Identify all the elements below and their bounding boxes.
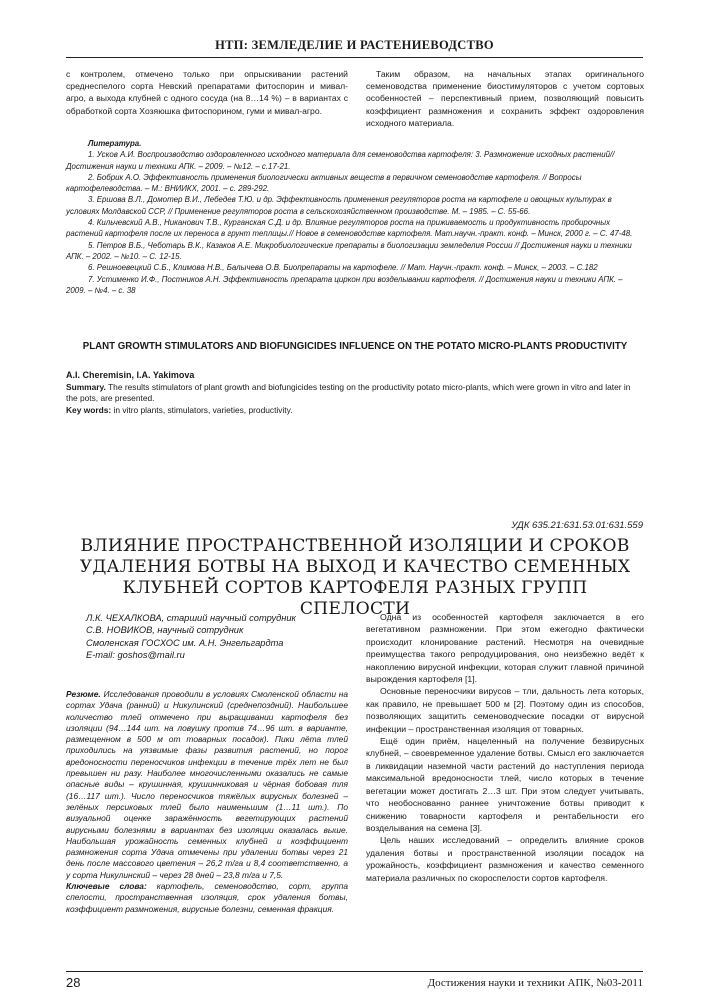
reference-item: 7. Устименко И.Ф., Постников А.Н. Эффективность препарата циркон при возделывании картофеля. // Достижения науки и техники АПК. – 2009. – №4. – с. 38: [66, 274, 623, 295]
article-authors: [86, 612, 296, 661]
reference-item: 3. Ершова В.Л., Домотер В.И., Лебедев Т.Ю. и др. Эффективность применения регуляторов роста на картофеле и овощных культурах в условиях Молдавской ССР, // Применение регуляторов роста в сельскохозяйственном производстве. М. – 1985. – С. 55-66.: [66, 195, 612, 216]
english-authors: A.I. Cheremisin, I.A. Yakimova: [66, 370, 195, 380]
prev-article-conclusion-right: Таким образом, на начальных этапах оригинального семеноводства применение биостимуляторов с учетом сортовых особенностей – перспективный прием, позволяющий повысить коэффициент размножения и сохранить эффект оздоровления исходного материала.: [366, 69, 644, 128]
footer-rule: [66, 971, 643, 972]
keywords-text: картофель, семеноводство, сорт, группа спелости, пространственная изоляция, срок удаления ботвы, коэффициент размножения, вирусные болезни, семенная фракция.: [66, 881, 348, 914]
udk-code: УДК 635.21:631.53.01:631.559: [511, 520, 643, 531]
prev-article-left-column: [66, 68, 348, 117]
keywords-label: Ключевые слова:: [66, 881, 147, 892]
english-summary-text: The results stimulators of plant growth and biofungicides testing on the productivity potato micro-plants, which were grown in vitro and later in the pots, are presented.: [66, 382, 631, 404]
english-keywords-label: Key words:: [66, 404, 112, 415]
english-summary-label: Summary.: [66, 382, 106, 392]
abstract-label: Резюме.: [66, 689, 101, 699]
header-rule: [66, 57, 643, 58]
reference-item: 2. Бобрик А.О. Эффективность применения биологически активных веществ в первичном семеноводстве картофеля. // Вопросы картофелеводства. – М.: ВНИИКХ, 2001. – с. 289-292.: [66, 172, 582, 194]
reference-item: 6. Решноевецкий С.Б., Климова Н.В., Балычева О.В. Биопрепараты на картофеле. // Мат. Научн.-практ. конф. – Минск, – 2003. – С.182: [88, 263, 598, 273]
reference-item: 5. Петров В.Б., Чеботарь В.К., Казаков А.Е. Микробиологические препараты в биологизации земледелия России // Достижения науки и техники АПК. – 2002. – №10. – С. 12-15.: [66, 240, 632, 261]
author-affiliation: Смоленская ГОСХОС им. А.Н. Энгельгардта: [86, 637, 284, 648]
prev-article-conclusion-left: с контролем, отмечено только при опрыскивании растений среднеспелого сорта Невский препаратами фитоспорин и мивал-агро, а выхода клубней с одного сосуда (на 8…14 %) – в вариантах с обработкой сорта Хозяюшка фитоспорином, гуми и мивал-агро.: [66, 69, 348, 116]
prev-article-right-column: [366, 68, 644, 129]
references-list: [66, 138, 644, 296]
body-paragraph: Ещё один приём, нацеленный на получение безвирусных клубней, – своевременное удаление ботвы. Смысл его заключается в ликвидации наземной части растений до наступления периода максимальной вредоносности тлей, число которых в течение вегетации может достигать 2…3 шт. При этом следует учитывать, что необоснованно раннее уничтожение ботвы приводит к снижению товарности картофеля и рентабельности его возделывания на семена [3].: [366, 736, 644, 833]
page-number: 28: [66, 975, 81, 990]
body-paragraph: Цель наших исследований – определить влияние сроков удаления ботвы и пространственной изоляции посадок на урожайность, коэффициент размножения и качество семенного материала различных по скороспелости сортов картофеля.: [366, 835, 644, 883]
journal-name: Достижения науки и техники АПК, №03-2011: [427, 977, 643, 989]
author-line: Л.К. ЧЕХАЛКОВА, старший научный сотрудник: [86, 613, 296, 623]
english-summary-block: [66, 382, 644, 416]
english-title: PLANT GROWTH STIMULATORS AND BIOFUNGICIDES INFLUENCE ON THE POTATO MICRO-PLANTS PRODUCTIVITY: [82, 341, 628, 352]
abstract-text: Исследования проводили в условиях Смоленской области на сортах Удача (ранний) и Никулинский (среднепоздний). Наибольшее количество тлей отмечено при выращивании картофеля без изоляции (94…144 шт. на ловушку против 74…96 шт. в варианте, размещенном в 500 м от товарных посадок). Пики лёта тлей приходились на уязвимые фазы развития растений, но порог вредоносности переносчиков инфекции в течение трёх лет не был превышен ни разу. Наиболее многочисленными оказались не самые опасные виды – крушинная, крушинниковая и чёрная бобовая тля (16…117 шт.). Число переносчиков тяжёлых вирусных болезней – зелёных персиковых тлей было наименьшим (1…11 шт.). По визуальной оценке заражённость вегетирующих растений вирусными болезнями в вариантах без изоляции оказалась выше. Наибольшая урожайность семенных клубней и коэффициент размножения сорта Удача отмечены при удалении ботвы через 21 день после массового цветения – 26,2 т/га и 8,4 соответственно, а у сорта Никулинский – через 28 дней – 23,8 т/га и 7,5.: [66, 689, 348, 880]
article-abstract: [66, 689, 348, 915]
reference-item: 1. Усков А.И. Воспроизводство оздоровленного исходного материала для семеноводства картофеля: 3. Размножение исходных растений// Достижения науки и техники АПК. – 2009. – №12. – с.17-21.: [66, 150, 615, 171]
author-email: E-mail: goshos@mail.ru: [86, 649, 185, 660]
article-title: ВЛИЯНИЕ ПРОСТРАНСТВЕННОЙ ИЗОЛЯЦИИ И СРОКОВ УДАЛЕНИЯ БОТВЫ НА ВЫХОД И КАЧЕСТВО СЕМЕННЫХ КЛУБНЕЙ СОРТОВ КАРТОФЕЛЯ РАЗНЫХ ГРУПП СПЕЛОСТИ: [79, 536, 631, 619]
body-paragraph: Одна из особенностей картофеля заключается в его вегетативном размножении. При этом ежегодно фактически происходит клонирование растений. Несмотря на очевидные преимущества такого репродуцирования, оно неизбежно ведёт к накоплению вирусной инфекции, которая служит главной причиной вырождения картофеля [1].: [366, 612, 644, 685]
english-keywords-text: in vitro plants, stimulators, varieties, productivity.: [113, 404, 293, 415]
reference-item: 4. Кильчевский А.В., Никанович Т.В., Курганская С.Д. и др. Влияние регуляторов роста на приживаемость и продуктивность пробирочных растений картофеля после их переноса в грунт теплицы.// Новое в семеноводстве картофеля. Мат.научн.-практ. конф. – Минск, 2000 г. – С. 47-48.: [66, 218, 633, 239]
running-head: НТП: ЗЕМЛЕДЕЛИЕ И РАСТЕНИЕВОДСТВО: [215, 38, 494, 52]
references-heading: Литература.: [88, 139, 142, 148]
body-paragraph: Основные переносчики вирусов – тли, дальность лета которых, как правило, не превышает 500 м [2]. Поэтому один из способов, позволяющих защитить семеноводческие посадки от вирусной инфекции – пространственная изоляция от товарных.: [366, 686, 644, 734]
article-body-column: [366, 611, 644, 884]
author-line: С.В. НОВИКОВ, научный сотрудник: [86, 625, 244, 636]
